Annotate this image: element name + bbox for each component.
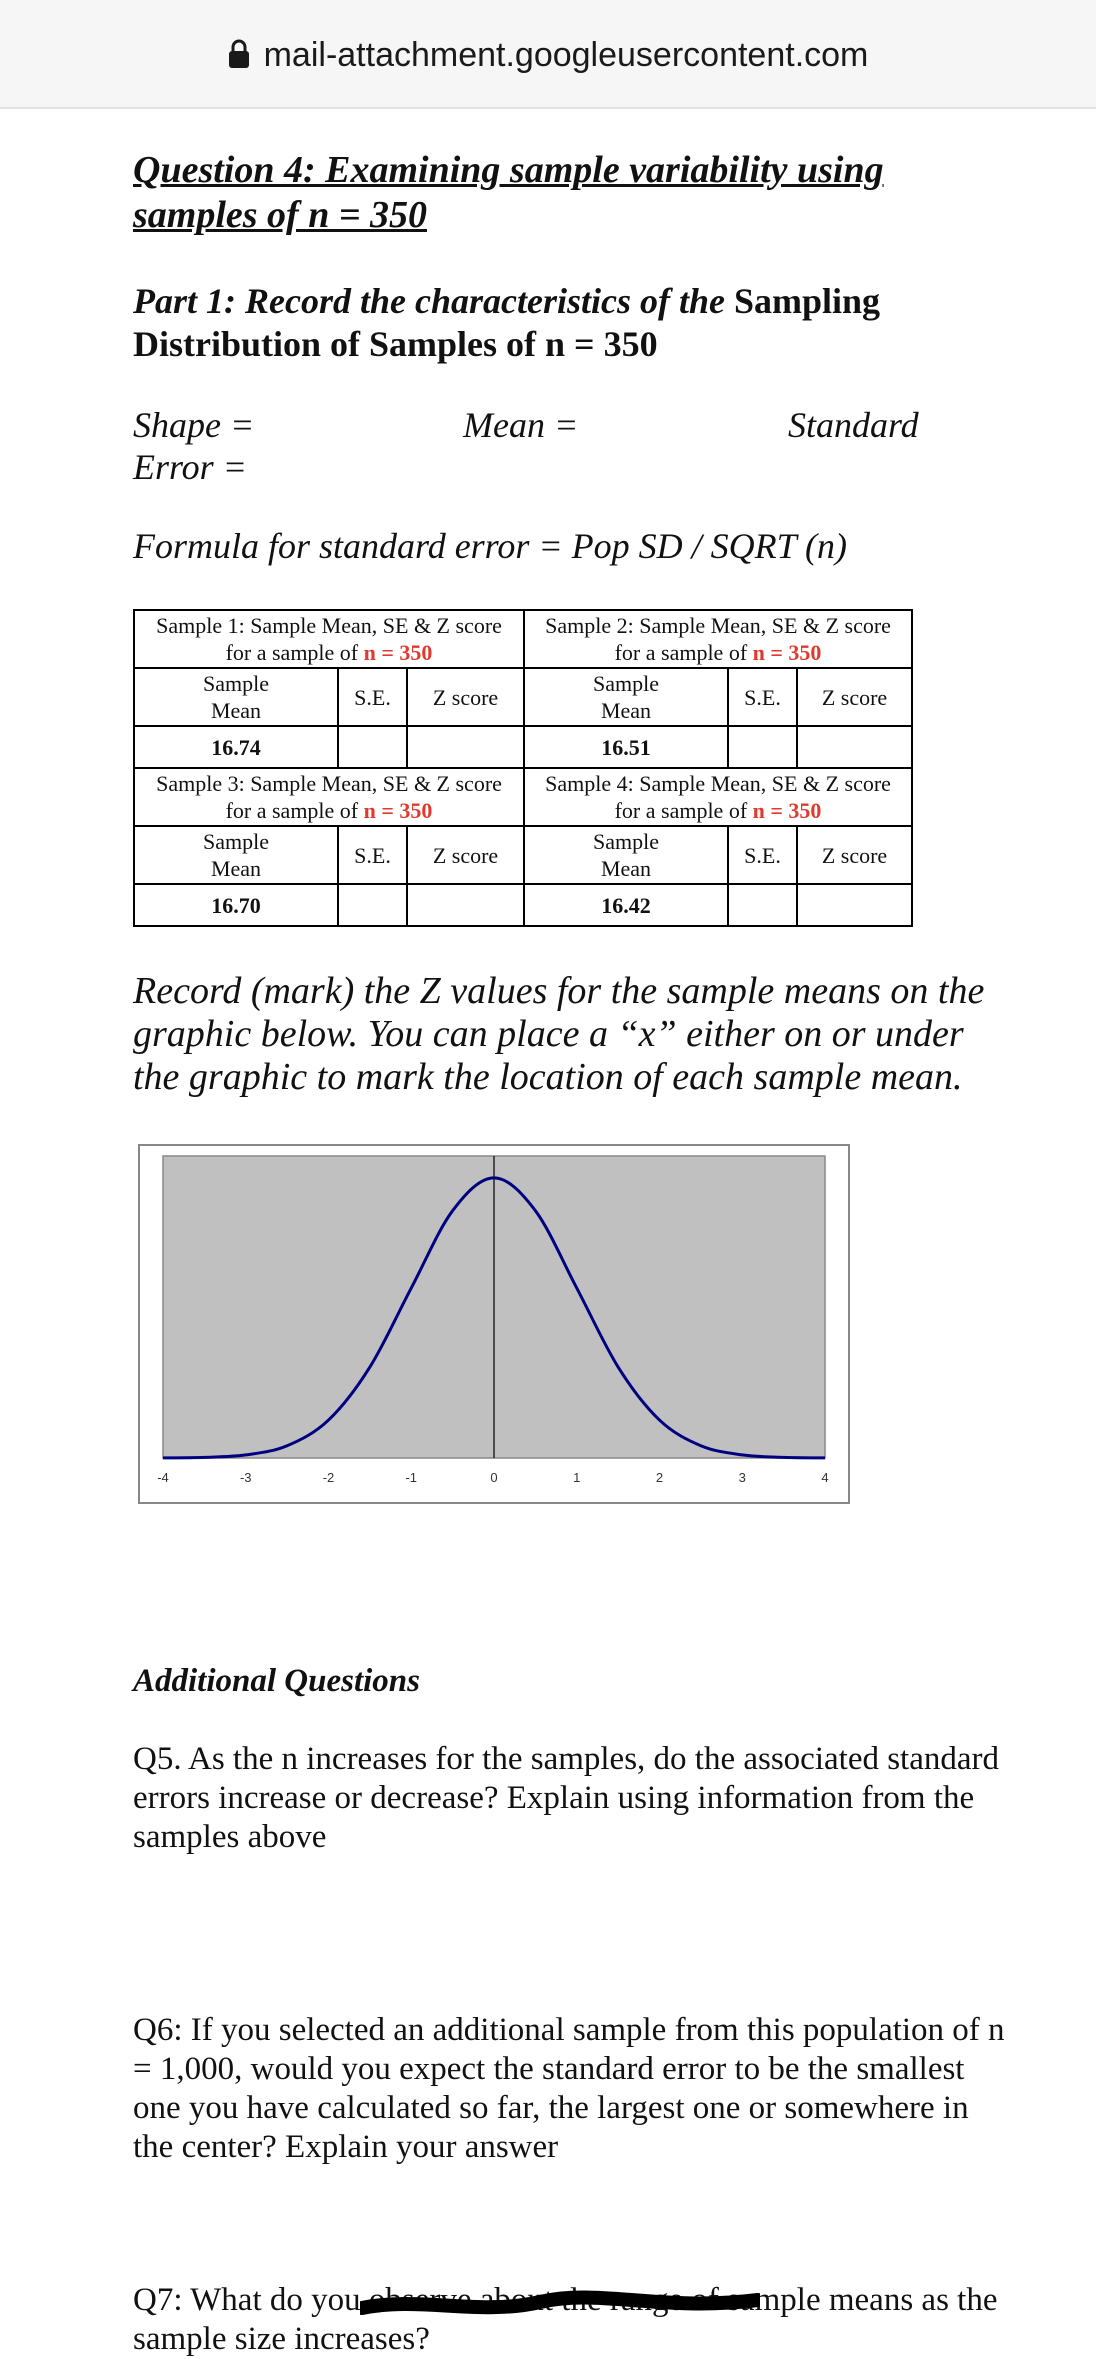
sample2-mean-header [524,668,728,726]
url-display[interactable] [0,36,1096,75]
sample1-z-header: Z score [407,668,524,726]
sample4-header [524,768,912,826]
question4-title: Question 4: Examining sample variability using samples of n = 350 [133,149,884,236]
error-label: Error = [133,447,247,487]
sample4-mean-header [524,826,728,884]
sample-word: Sample [203,829,269,854]
redaction-scribble [360,2290,760,2320]
x-tick-label: -4 [157,1470,169,1485]
sample1-n: n = 350 [363,640,433,665]
mean-word: Mean [600,856,652,881]
sample1-mean-value: 16.74 [134,726,338,768]
sample3-header [134,768,524,826]
sample3-n: n = 350 [363,798,433,823]
part1-italic-text: Part 1: Record the characteristics of the [133,281,725,321]
question-7: Q7: What do you observe about the range of sample means as the sample size increases? [133,2282,998,2357]
sample-word: Sample [593,671,660,696]
sample1-z-value[interactable] [407,726,524,768]
sample3-se-value[interactable] [338,884,407,926]
sample3-z-value[interactable] [407,884,524,926]
record-instructions: Record (mark) the Z values for the sample means on the graphic below. You can place a “x” either on or under the graphic to mark the location of each sample mean. [133,970,985,1098]
sample4-for [525,797,911,824]
sample3-title: Sample 3: Sample Mean, SE & Z score [156,771,502,796]
sample4-n: n = 350 [752,798,822,823]
x-tick-label: 2 [655,1470,664,1485]
additional-questions-title: Additional Questions [133,1663,420,1699]
sample1-for-text: for a sample of [225,640,364,665]
mean-word: Mean [600,698,652,723]
sample4-title: Sample 4: Sample Mean, SE & Z score [545,771,891,796]
normal-distribution-chart [138,1144,850,1504]
shape-label: Shape = [133,405,255,445]
x-tick-label: 0 [490,1470,498,1485]
question-6: Q6: If you selected an additional sample from this population of n = 1,000, would you expect the standard error to be the smallest one you have calculated so far, the largest one or somewhere in the center? Explain your answer [133,2012,1005,2165]
sample3-z-header: Z score [407,826,524,884]
sample2-for-text: for a sample of [614,640,753,665]
sample4-z-value[interactable] [797,884,912,926]
sample2-for [525,639,911,666]
sample4-se-value[interactable] [728,884,797,926]
x-tick-label: 4 [821,1470,829,1485]
sample1-se-value[interactable] [338,726,407,768]
samples-table [133,609,913,927]
sample-word: Sample [593,829,660,854]
sample1-title: Sample 1: Sample Mean, SE & Z score [156,613,502,638]
sample4-mean-value: 16.42 [524,884,728,926]
sample2-se-value[interactable] [728,726,797,768]
mean-word: Mean [210,698,262,723]
sample2-z-value[interactable] [797,726,912,768]
sample2-se-header: S.E. [728,668,797,726]
sample2-header [524,610,912,668]
standard-error-formula: Formula for standard error = Pop SD / SQRT (n) [133,526,847,566]
sample2-z-header: Z score [797,668,912,726]
url-text: mail-attachment.googleusercontent.com [263,36,869,74]
x-tick-label: -2 [322,1470,335,1485]
sample2-title: Sample 2: Sample Mean, SE & Z score [545,613,891,638]
sample1-for [135,639,523,666]
x-tick-label: 1 [573,1470,581,1485]
sample3-mean-value: 16.70 [134,884,338,926]
sample1-mean-header [134,668,338,726]
sample2-n: n = 350 [752,640,822,665]
part1-bold-text: Sampling Distribution of Samples of n = 350 [133,281,881,364]
sample4-for-text: for a sample of [614,798,753,823]
browser-url-bar[interactable] [0,0,1096,109]
x-tick-label: -1 [405,1470,418,1485]
mean-word: Mean [210,856,262,881]
sample3-se-header: S.E. [338,826,407,884]
sample3-for-text: for a sample of [225,798,364,823]
x-tick-label: 3 [738,1470,746,1485]
sample1-se-header: S.E. [338,668,407,726]
sample1-header [134,610,524,668]
sample4-z-header: Z score [797,826,912,884]
sample-word: Sample [203,671,269,696]
sample2-mean-value: 16.51 [524,726,728,768]
x-tick-label: -3 [239,1470,252,1485]
part1-heading [133,280,953,366]
question-5: Q5. As the n increases for the samples, do the associated standard errors increase or decrease? Explain using information from the samples above [133,1741,1000,1855]
sample3-for [135,797,523,824]
standard-label: Standard [788,405,919,445]
mean-label: Mean = [463,405,579,445]
lock-icon [228,38,250,70]
sample3-mean-header [134,826,338,884]
sample4-se-header: S.E. [728,826,797,884]
